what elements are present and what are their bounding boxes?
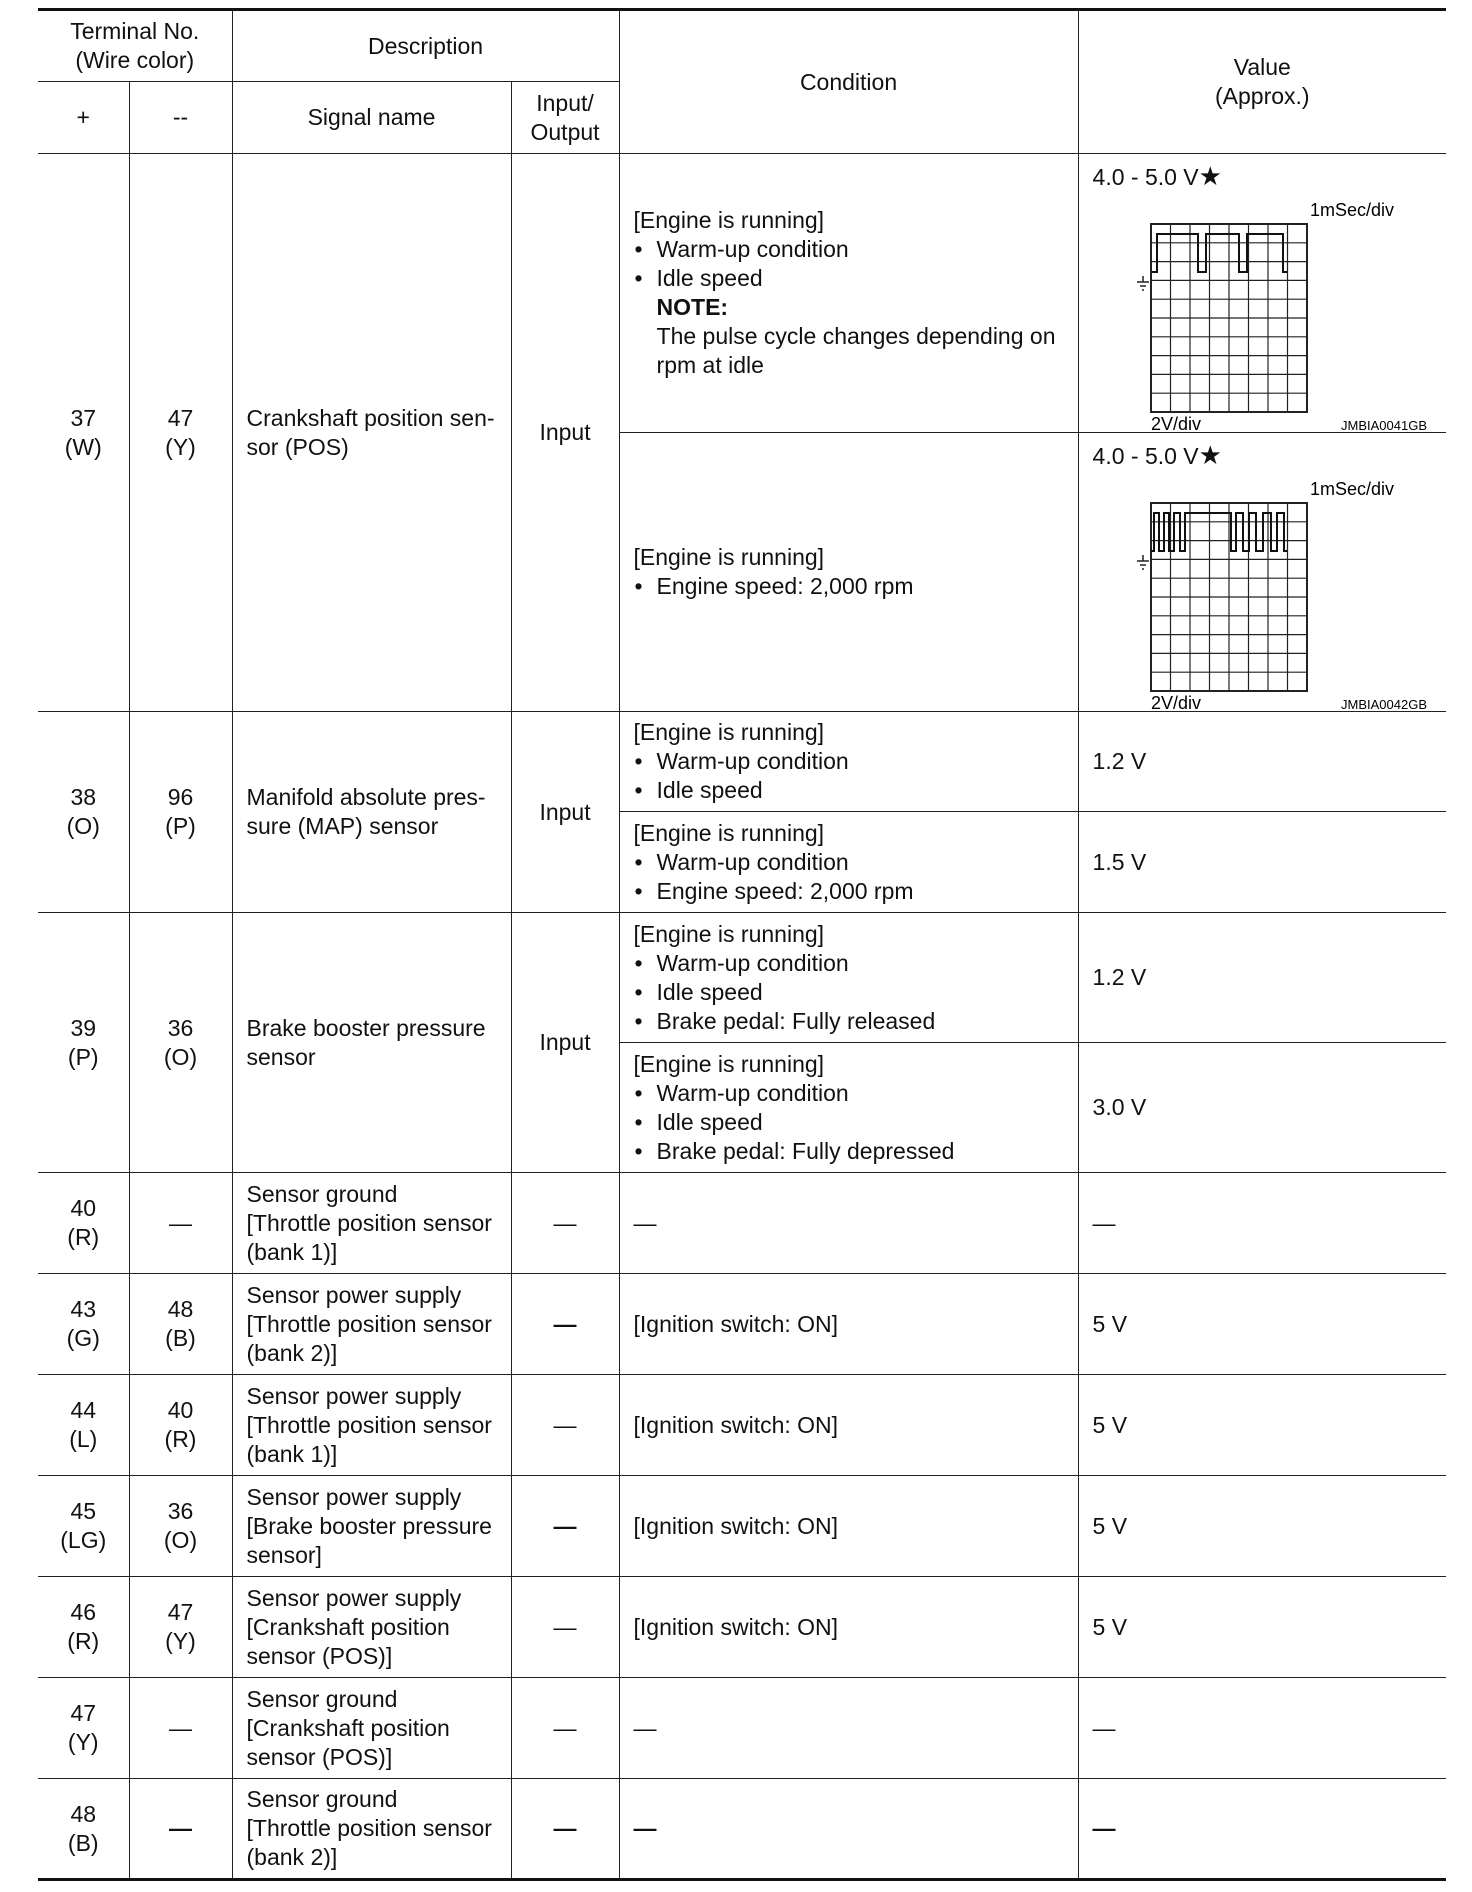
signal-name-line: [Brake booster pressure <box>246 1512 492 1539</box>
wire-color: (P) <box>67 1043 99 1070</box>
terminal-number: 43 <box>70 1296 97 1322</box>
minus-terminal-cell <box>129 1274 232 1375</box>
oscilloscope-waveform-2 <box>1093 471 1447 711</box>
value-cell: 5 V <box>1078 1274 1446 1375</box>
value-text: 4.0 - 5.0 V <box>1092 164 1199 190</box>
condition-head: [Engine is running] <box>633 819 825 846</box>
terminal-number: 96 <box>167 784 194 810</box>
wire-color: (R) <box>164 1426 197 1452</box>
io-cell: — <box>511 1577 619 1678</box>
minus-terminal-cell <box>129 154 232 712</box>
plus-terminal-cell <box>38 712 129 913</box>
table-row <box>38 1274 1446 1375</box>
wire-color: (R) <box>67 1628 100 1654</box>
signal-name-line: Manifold absolute pres- <box>246 784 486 810</box>
waveform-graphic <box>1093 192 1443 432</box>
signal-name-line: sensor <box>246 1043 316 1070</box>
ground-symbol-icon <box>1137 555 1149 569</box>
io-label-2: Output <box>530 118 600 145</box>
signal-name-line: sensor (POS)] <box>246 1642 393 1669</box>
wire-color: (L) <box>69 1426 98 1452</box>
signal-name-cell <box>232 712 511 913</box>
plus-terminal-cell <box>38 1375 129 1476</box>
table-row <box>38 1173 1446 1274</box>
condition-list <box>634 848 1070 906</box>
signal-name-line: [Throttle position sensor <box>246 1411 492 1438</box>
value-cell: 5 V <box>1078 1476 1446 1577</box>
condition-cell: [Ignition switch: ON] <box>619 1476 1078 1577</box>
condition-item: • Idle speed <box>634 1108 1070 1137</box>
terminal-number: 36 <box>167 1498 194 1524</box>
wire-color: (O) <box>66 813 100 839</box>
wire-color: (O) <box>163 1043 198 1070</box>
terminal-number: 46 <box>70 1599 97 1625</box>
wire-color: (LG) <box>60 1527 107 1553</box>
condition-item: • Idle speed <box>634 264 1070 293</box>
io-cell: — <box>511 1779 619 1880</box>
condition-head: [Engine is running] <box>633 719 825 745</box>
condition-item: • Idle speed <box>634 776 1070 805</box>
condition-list <box>634 1079 1070 1166</box>
io-cell: — <box>511 1476 619 1577</box>
condition-cell <box>619 154 1078 433</box>
wire-color: (Y) <box>165 1628 196 1654</box>
terminal-number: 48 <box>70 1800 97 1827</box>
condition-list <box>634 747 1070 805</box>
table-row <box>38 1476 1446 1577</box>
value-cell: 5 V <box>1078 1577 1446 1678</box>
oscilloscope-waveform-1 <box>1093 192 1447 432</box>
wire-color: (W) <box>64 433 102 460</box>
value-cell: 1.2 V <box>1078 712 1446 812</box>
signal-name-header: Signal name <box>232 82 511 154</box>
condition-item: • Warm-up condition <box>634 747 1070 776</box>
signal-name-line: sensor (POS)] <box>246 1743 393 1770</box>
wire-color-label: (Wire color) <box>75 47 195 73</box>
value-text: 4.0 - 5.0 V <box>1092 443 1199 469</box>
terminal-number: 38 <box>70 784 97 810</box>
condition-item: • Warm-up condition <box>634 235 1070 264</box>
scope-time-div: 1mSec/div <box>1309 200 1394 220</box>
pulse-waveform <box>1151 513 1287 551</box>
io-label-1: Input/ <box>536 89 594 116</box>
condition-item: • Engine speed: 2,000 rpm <box>634 572 1070 601</box>
value-cell: — <box>1078 1678 1446 1779</box>
plus-terminal-cell <box>38 1577 129 1678</box>
value-label-line <box>1093 162 1447 192</box>
signal-name-line: sor (POS) <box>246 433 349 460</box>
condition-cell: — <box>619 1779 1078 1880</box>
terminal-no-header <box>38 10 232 82</box>
condition-list <box>634 949 1070 1036</box>
condition-cell <box>619 913 1078 1043</box>
table-row <box>38 1779 1446 1880</box>
description-header: Description <box>232 10 619 82</box>
terminal-number: 44 <box>70 1397 97 1423</box>
condition-item: • Warm-up condition <box>634 848 1070 877</box>
signal-name-line: Brake booster pressure <box>246 1014 486 1041</box>
scope-volt-div: 2V/div <box>1150 693 1201 711</box>
terminal-number: 37 <box>70 404 97 431</box>
note-heading: NOTE: <box>656 294 729 320</box>
io-cell: — <box>511 1375 619 1476</box>
io-cell: — <box>511 1274 619 1375</box>
condition-cell: — <box>619 1678 1078 1779</box>
terminal-table-sheet <box>38 8 1446 1881</box>
condition-item: • Idle speed <box>634 978 1070 1007</box>
signal-name-line: Sensor power supply <box>246 1483 462 1510</box>
io-cell: Input <box>511 913 619 1173</box>
signal-name-line: sure (MAP) sensor <box>246 813 439 839</box>
plus-terminal-cell <box>38 1173 129 1274</box>
table-row <box>38 1678 1446 1779</box>
minus-terminal-cell: — <box>129 1678 232 1779</box>
figure-id: JMBIA0041GB <box>1340 418 1427 432</box>
condition-cell <box>619 712 1078 812</box>
terminal-no-label: Terminal No. <box>70 18 200 44</box>
signal-name-cell <box>232 1274 511 1375</box>
value-cell: 3.0 V <box>1078 1043 1446 1173</box>
signal-name-cell <box>232 913 511 1173</box>
condition-cell: [Ignition switch: ON] <box>619 1375 1078 1476</box>
plus-terminal-cell <box>38 1678 129 1779</box>
minus-terminal-cell <box>129 1577 232 1678</box>
scope-time-div: 1mSec/div <box>1309 479 1394 499</box>
minus-header: -- <box>129 82 232 154</box>
minus-terminal-cell <box>129 913 232 1173</box>
condition-head: [Engine is running] <box>633 1050 825 1077</box>
signal-name-cell <box>232 1779 511 1880</box>
terminal-number: 47 <box>167 1599 194 1625</box>
plus-terminal-cell <box>38 154 129 712</box>
condition-cell: [Ignition switch: ON] <box>619 1274 1078 1375</box>
condition-head: [Engine is running] <box>633 544 825 570</box>
star-icon: ★ <box>1198 440 1222 470</box>
condition-item: • Warm-up condition <box>634 1079 1070 1108</box>
minus-terminal-cell <box>129 1476 232 1577</box>
condition-item: • Brake pedal: Fully released <box>634 1007 1070 1036</box>
signal-name-line: [Crankshaft position <box>246 1714 450 1741</box>
plus-terminal-cell <box>38 1779 129 1880</box>
value-cell: — <box>1078 1173 1446 1274</box>
signal-name-line: (bank 2)] <box>246 1339 338 1366</box>
value-label: Value <box>1233 54 1291 80</box>
signal-name-line: sensor] <box>246 1541 322 1568</box>
star-icon: ★ <box>1198 161 1222 191</box>
signal-name-cell <box>232 1173 511 1274</box>
condition-cell: — <box>619 1173 1078 1274</box>
value-header <box>1078 10 1446 154</box>
signal-name-cell <box>232 1476 511 1577</box>
wire-color: (R) <box>67 1224 100 1250</box>
condition-header: Condition <box>619 10 1078 154</box>
io-cell: — <box>511 1173 619 1274</box>
condition-list <box>634 572 1070 601</box>
wire-color: (Y) <box>67 1729 99 1755</box>
value-cell: 5 V <box>1078 1375 1446 1476</box>
signal-name-line: (bank 1)] <box>246 1238 338 1265</box>
pulse-waveform <box>1151 234 1287 272</box>
table-row <box>38 913 1446 1043</box>
value-label-line <box>1093 441 1447 471</box>
condition-list <box>634 235 1070 293</box>
signal-name-cell <box>232 1577 511 1678</box>
condition-item: • Brake pedal: Fully depressed <box>634 1137 1070 1166</box>
io-cell: Input <box>511 154 619 712</box>
signal-name-line: Sensor ground <box>246 1786 398 1812</box>
plus-header: + <box>38 82 129 154</box>
signal-name-line: (bank 2)] <box>246 1844 338 1870</box>
minus-terminal-cell <box>129 1375 232 1476</box>
signal-name-line: Sensor power supply <box>246 1281 462 1308</box>
condition-item: • Warm-up condition <box>634 949 1070 978</box>
condition-item: • Engine speed: 2,000 rpm <box>634 877 1070 906</box>
wire-color: (Y) <box>165 433 196 460</box>
io-cell: Input <box>511 712 619 913</box>
table-row <box>38 154 1446 433</box>
signal-name-line: Sensor ground <box>246 1685 398 1712</box>
value-cell: 1.2 V <box>1078 913 1446 1043</box>
terminal-number: 47 <box>70 1700 97 1726</box>
plus-terminal-cell <box>38 1274 129 1375</box>
wire-color: (G) <box>66 1325 100 1351</box>
signal-name-cell <box>232 1678 511 1779</box>
signal-name-line: Sensor ground <box>246 1180 398 1207</box>
signal-name-line: Sensor power supply <box>246 1584 462 1611</box>
signal-name-line: [Throttle position sensor <box>246 1310 492 1337</box>
terminal-number: 39 <box>70 1014 97 1041</box>
header-row-1 <box>38 10 1446 82</box>
value-cell <box>1078 154 1446 433</box>
terminal-number: 48 <box>167 1296 194 1322</box>
wire-color: (B) <box>67 1829 99 1856</box>
condition-cell <box>619 433 1078 712</box>
minus-terminal-cell <box>129 712 232 913</box>
condition-cell <box>619 812 1078 913</box>
signal-name-cell <box>232 1375 511 1476</box>
ground-symbol-icon <box>1137 276 1149 290</box>
scope-volt-div: 2V/div <box>1150 414 1201 432</box>
terminal-table <box>38 8 1446 1881</box>
value-cell <box>1078 433 1446 712</box>
note-text: rpm at idle <box>656 352 764 378</box>
terminal-number: 45 <box>70 1498 97 1524</box>
waveform-graphic <box>1093 471 1443 711</box>
signal-name-line: [Throttle position sensor <box>246 1209 492 1236</box>
table-row <box>38 1375 1446 1476</box>
terminal-number: 47 <box>167 404 194 431</box>
condition-cell <box>619 1043 1078 1173</box>
figure-id: JMBIA0042GB <box>1340 697 1427 711</box>
wire-color: (P) <box>165 813 196 839</box>
condition-cell: [Ignition switch: ON] <box>619 1577 1078 1678</box>
table-row <box>38 712 1446 812</box>
io-cell: — <box>511 1678 619 1779</box>
io-header <box>511 82 619 154</box>
minus-terminal-cell: — <box>129 1173 232 1274</box>
condition-head: [Engine is running] <box>633 207 825 233</box>
approx-label: (Approx.) <box>1214 83 1310 109</box>
signal-name-line: [Crankshaft position <box>246 1613 450 1640</box>
wire-color: (B) <box>165 1325 196 1351</box>
note-text: The pulse cycle changes depending on <box>656 323 1056 349</box>
signal-name-line: Sensor power supply <box>246 1382 462 1409</box>
plus-terminal-cell <box>38 913 129 1173</box>
signal-name-line: Crankshaft position sen- <box>246 404 495 431</box>
value-cell: 1.5 V <box>1078 812 1446 913</box>
condition-head: [Engine is running] <box>633 920 825 947</box>
signal-name-line: (bank 1)] <box>246 1440 338 1467</box>
value-cell: — <box>1078 1779 1446 1880</box>
terminal-number: 40 <box>167 1397 194 1423</box>
wire-color: (O) <box>163 1527 198 1553</box>
minus-terminal-cell: — <box>129 1779 232 1880</box>
table-row <box>38 1577 1446 1678</box>
signal-name-cell <box>232 154 511 712</box>
signal-name-line: [Throttle position sensor <box>246 1815 492 1841</box>
plus-terminal-cell <box>38 1476 129 1577</box>
terminal-number: 40 <box>70 1195 97 1221</box>
terminal-number: 36 <box>167 1014 194 1041</box>
